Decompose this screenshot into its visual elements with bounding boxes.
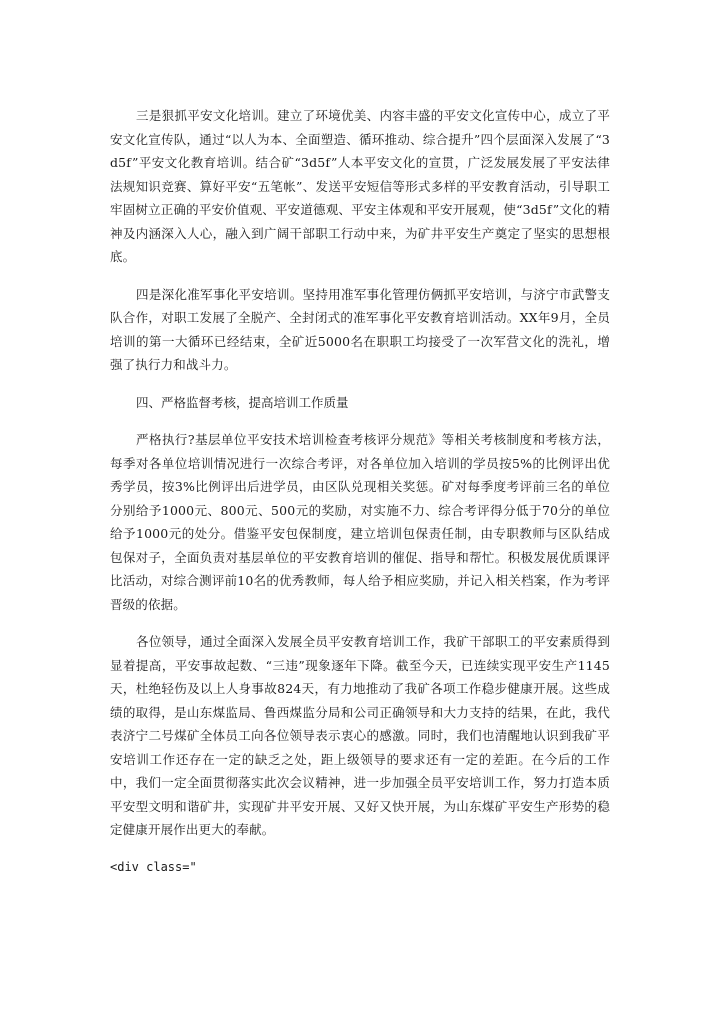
paragraph-gap (110, 269, 610, 283)
paragraph-assessment: 严格执行?基层单位平安技术培训检查考核评分规范》等相关考核制度和考核方法，每季对各单位培训情况进行一次综合考评，对各单位加入培训的学员按5%的比例评出优秀学员，按3%比例评出后进学员，由区队兑现相关奖惩。矿对每季度考评前三名的单位分别给予1000元、800元、500元的奖励，对实施不力、综合考评得分低于70分的单位给予1000元的处分。借鉴平安包保制度，建立培训包保责任制，由专职教师与区队结成包保对子，全面负责对基层单位的平安教育培训的催促、指导和帮忙。积极发展优质课评比活动，对综合测评前10名的优秀教师，每人给予相应奖励，并记入相关档案，作为考评晋级的依据。 (110, 432, 610, 612)
paragraph-gap (110, 616, 610, 630)
paragraph-gap (110, 377, 610, 391)
section-heading: 四、严格监督考核，提高培训工作质量 (136, 394, 349, 410)
paragraph-gap (110, 842, 610, 856)
document-body (110, 104, 610, 879)
html-code-fragment: <div class=" (110, 859, 197, 874)
paragraph-safety-culture-training: 三是狠抓平安文化培训。建立了环境优美、内容丰盛的平安文化宣传中心，成立了平安文化宣传队，通过“以人为本、全面塑造、循环推动、综合提升”四个层面深入发展了“3d5f”平安文化教育培训。结合矿“3d5f”人本平安文化的宣贯，广泛发展发展了平安法律法规知识竞赛、算好平安“五笔帐”、发送平安短信等形式多样的平安教育活动，引导职工牢固树立正确的平安价值观、平安道德观、平安主体观和平安开展观，使“3d5f”文化的精神及内涵深入人心，融入到广阔干部职工行动中来，为矿井平安生产奠定了坚实的思想根底。 (110, 108, 610, 264)
paragraph-closing-remarks: 各位领导，通过全面深入发展全员平安教育培训工作，我矿干部职工的平安素质得到显着提高，平安事故起数、“三违”现象逐年下降。截至今天，已连续实现平安生产1145天，杜绝轻伤及以上人身事故824天，有力地推动了我矿各项工作稳步健康开展。这些成绩的取得，是山东煤监局、鲁西煤监分局和公司正确领导和大力支持的结果，在此，我代表济宁二号煤矿全体员工向各位领导表示衷心的感激。同时，我们也清醒地认识到我矿平安培训工作还存在一定的缺乏之处，距上级领导的要求还有一定的差距。在今后的工作中，我们一定全面贯彻落实此次会议精神，进一步加强全员平安培训工作，努力打造本质平安型文明和谐矿井，实现矿井平安开展、又好又快开展，为山东煤矿平安生产形势的稳定健康开展作出更大的奉献。 (110, 634, 610, 837)
paragraph-military-training: 四是深化准军事化平安培训。坚持用准军事化管理仿俩抓平安培训，与济宁市武警支队合作，对职工发展了全脱产、全封闭式的准军事化平安教育培训活动。XX年9月，全员培训的第一大循环已经结束，全矿近5000名在职职工均接受了一次军营文化的洗礼，增强了执行力和战斗力。 (110, 286, 610, 372)
paragraph-gap (110, 414, 610, 428)
